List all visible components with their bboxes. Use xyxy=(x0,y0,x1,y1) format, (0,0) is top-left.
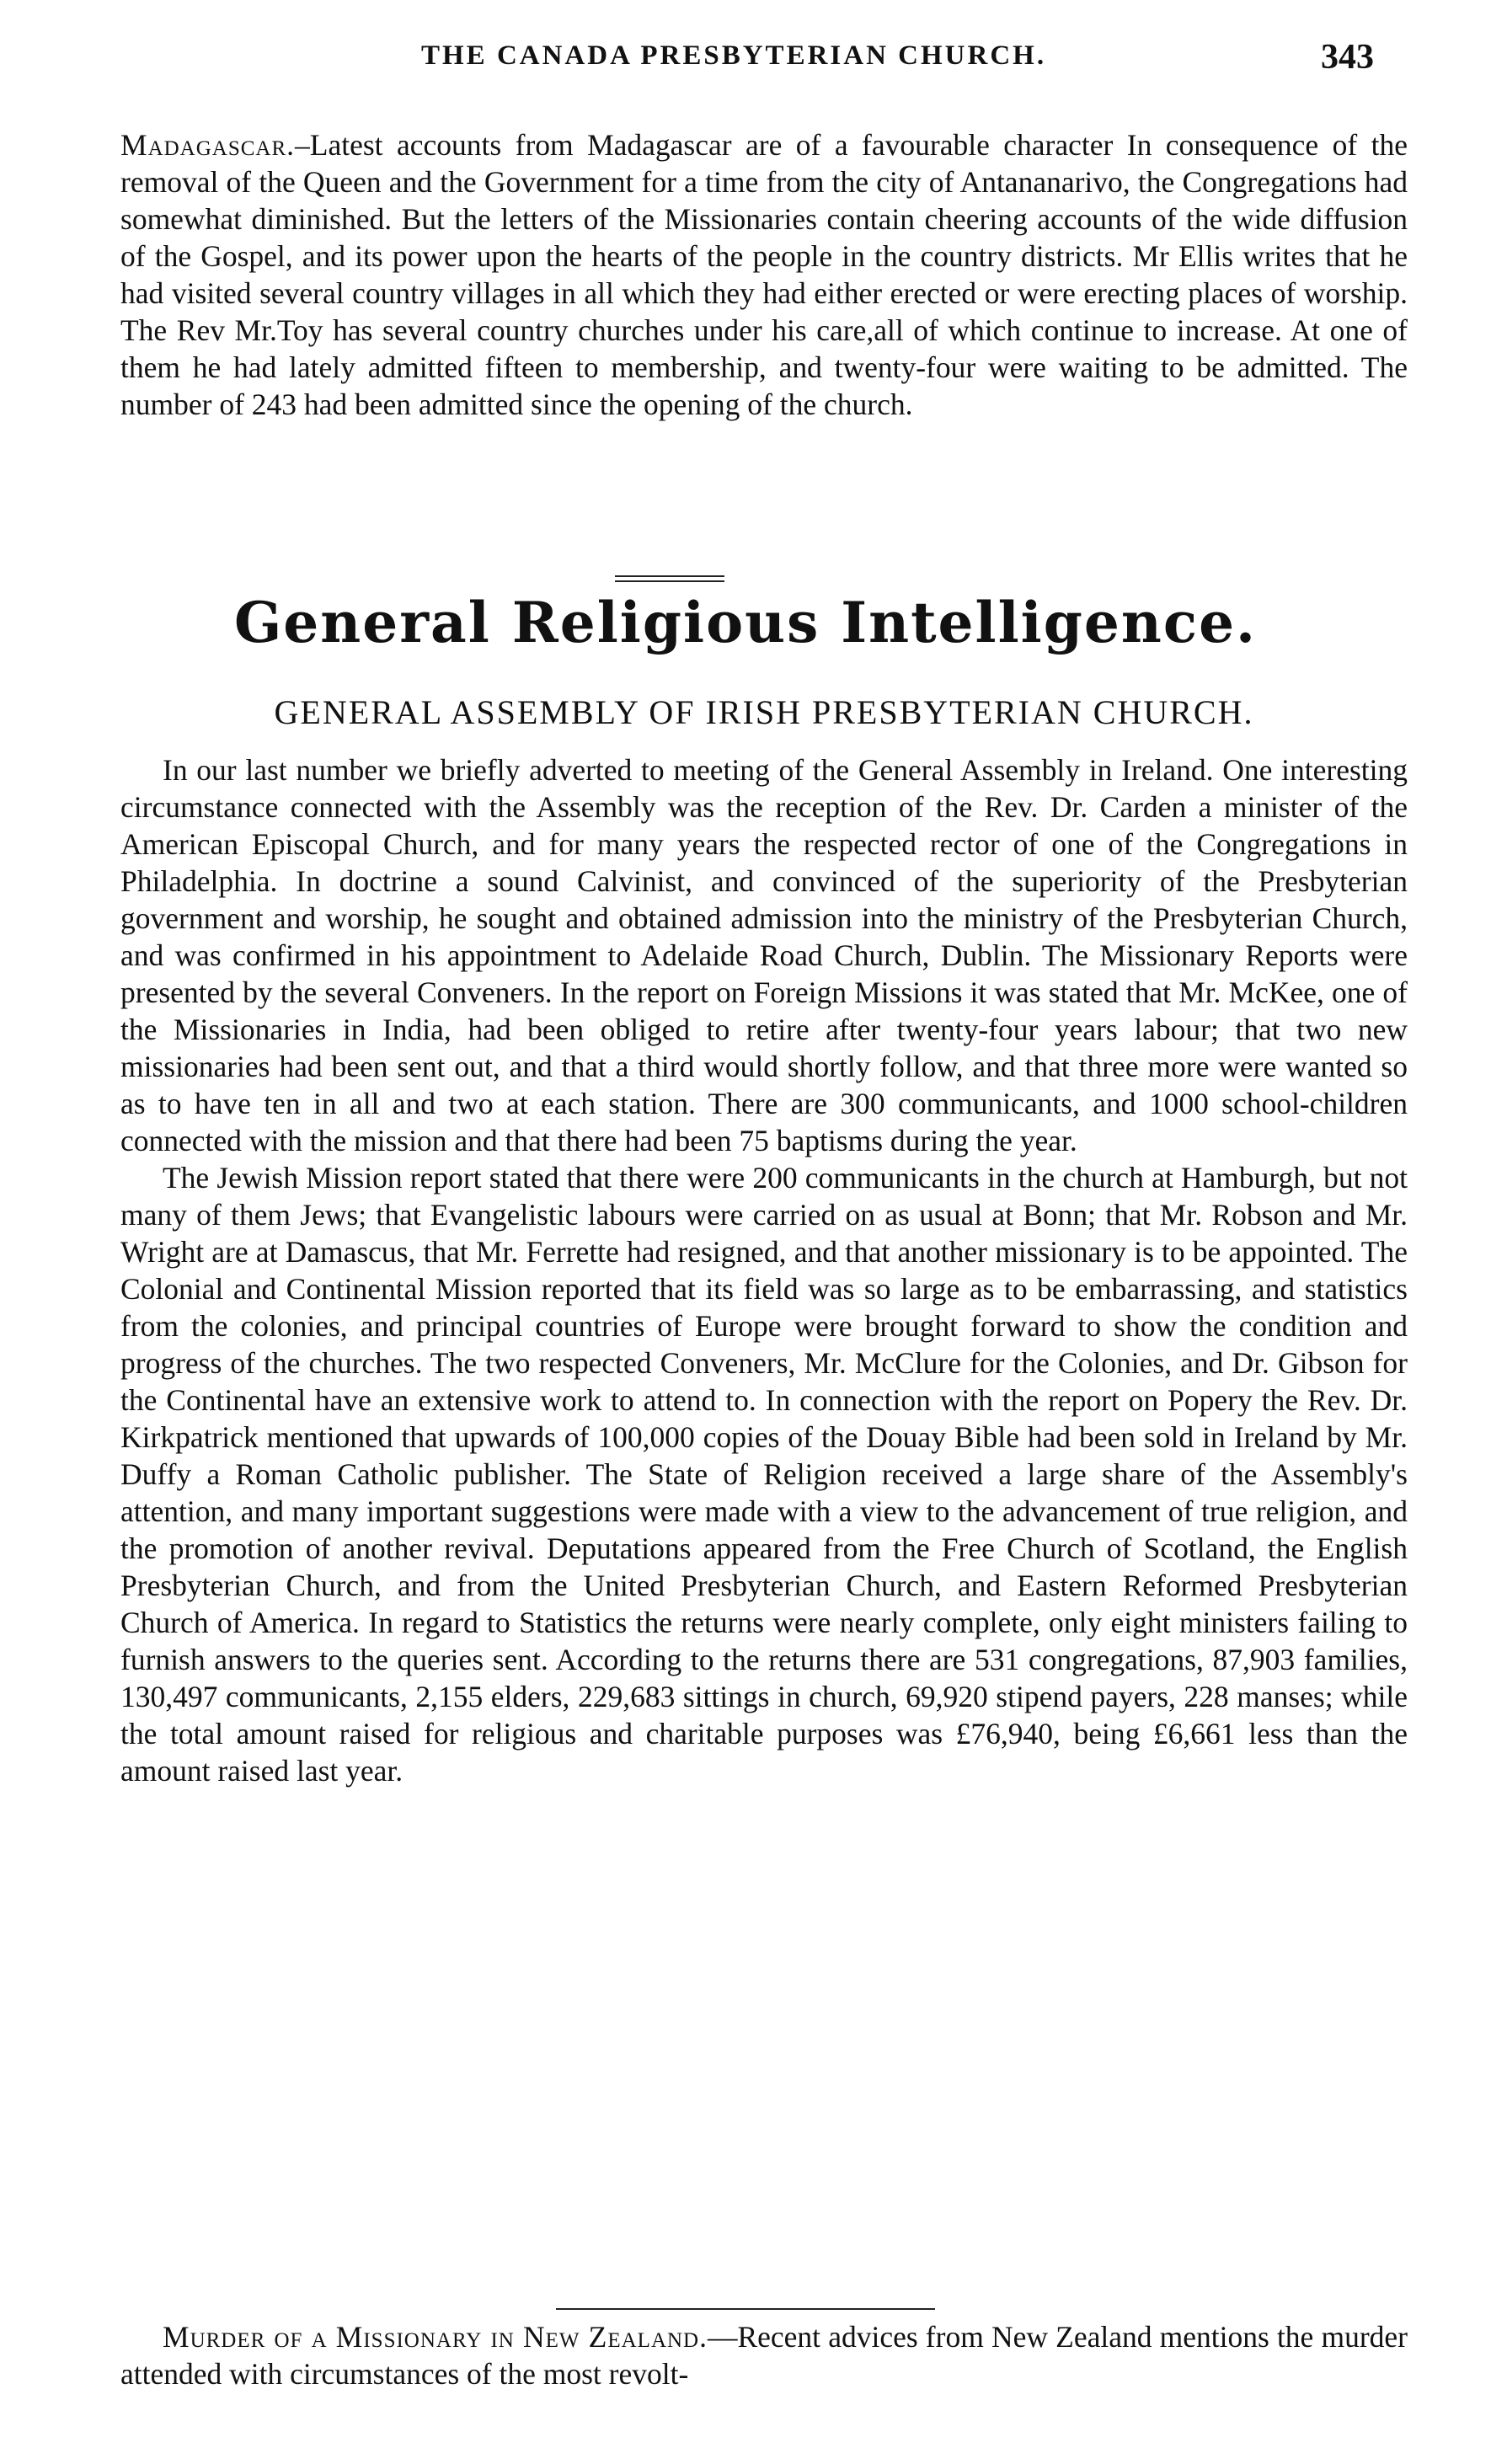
madagascar-paragraph xyxy=(120,126,1408,423)
section-divider-rule xyxy=(615,575,724,582)
murder-lead: Murder of a Missionary in New Zealand. xyxy=(163,2320,708,2354)
page-header xyxy=(0,40,1491,91)
article-end-rule xyxy=(556,2308,935,2310)
assembly-subtitle: GENERAL ASSEMBLY OF IRISH PRESBYTERIAN CHURCH. xyxy=(274,693,1254,731)
murder-text: —Recent advices from New Zealand mentions the murder attended with circumstances of the most revolt- xyxy=(120,2320,1408,2391)
assembly-paragraph-1: In our last number we briefly adverted to meeting of the General Assembly in Ireland. One interesting circumstance connected with the Assembly was the reception of the Rev. Dr. Carden a minister of the American Episcopal Church, and for many years the respected rector of one of the Congregations in Philadelphia. In doctrine a sound Calvinist, and convinced of the superiority of the Presbyterian government and worship, he sought and obtained admission into the ministry of the Presbyterian Church, and was confirmed in his appointment to Adelaide Road Church, Dublin. The Missionary Reports were presented by the several Conveners. In the report on Foreign Missions it was stated that Mr. McKee, one of the Missionaries in India, had been obliged to retire after twenty-four years labour; that two new missionaries had been sent out, and that a third would shortly follow, and that three more were wanted so as to have ten in all and two at each station. There are 300 communicants, and 1000 school-children connected with the mission and that there had been 75 baptisms during the year. xyxy=(120,753,1408,1157)
running-head: THE CANADA PRESBYTERIAN CHURCH. xyxy=(421,40,1047,71)
murder-paragraph xyxy=(120,2318,1408,2392)
madagascar-lead: Madagascar. xyxy=(120,128,296,162)
murder-section xyxy=(120,2318,1408,2392)
assembly-paragraph-2: The Jewish Mission report stated that there were 200 communicants in the church at Hamburgh, but not many of them Jews; that Evangelistic labours were carried on as usual at Bonn; that Mr. Robson and Mr. Wright are at Damascus, that Mr. Ferrette had resigned, and that another missionary is to be appointed. The Colonial and Continental Mission reported that its field was so large as to be embarrassing, and statistics from the colonies, and principal countries of Europe were brought forward to show the condition and progress of the churches. The two respected Conveners, Mr. McClure for the Colonies, and Dr. Gibson for the Continental have an extensive work to attend to. In connection with the report on Popery the Rev. Dr. Kirkpatrick mentioned that upwards of 100,000 copies of the Douay Bible had been sold in Ireland by Mr. Duffy a Roman Catholic publisher. The State of Religion received a large share of the Assembly's attention, and many important suggestions were made with a view to the advancement of true religion, and the promotion of another revival. Deputations appeared from the Free Church of Scotland, the English Presbyterian Church, and from the United Presbyterian Church, and Eastern Reformed Presbyterian Church of America. In regard to Statistics the returns were nearly complete, only eight ministers failing to furnish answers to the queries sent. According to the returns there are 531 congregations, 87,903 families, 130,497 communicants, 2,155 elders, 229,683 sittings in church, 69,920 stipend payers, 228 manses; while the total amount raised for religious and charitable purposes was £76,940, being £6,661 less than the amount raised last year. xyxy=(120,1161,1408,1788)
madagascar-text: –Latest accounts from Madagascar are of a favourable character In consequence of the removal of the Queen and the Government for a time from the city of Antananarivo, the Congregations had somewhat diminished. But the letters of the Missionaries contain cheering accounts of the wide diffusion of the Gospel, and its power upon the hearts of the people in the country districts. Mr Ellis writes that he had visited several country villages in all which they had either erected or were erecting places of worship. The Rev Mr.Toy has several country churches under his care,all of which continue to increase. At one of them he had lately admitted fifteen to membership, and twenty-four were waiting to be admitted. The number of 243 had been admitted since the opening of the church. xyxy=(120,128,1408,421)
page-number: 343 xyxy=(1321,38,1374,77)
assembly-article xyxy=(120,751,1408,1789)
madagascar-section xyxy=(120,126,1408,423)
section-title: General Religious Intelligence. xyxy=(233,590,1258,655)
